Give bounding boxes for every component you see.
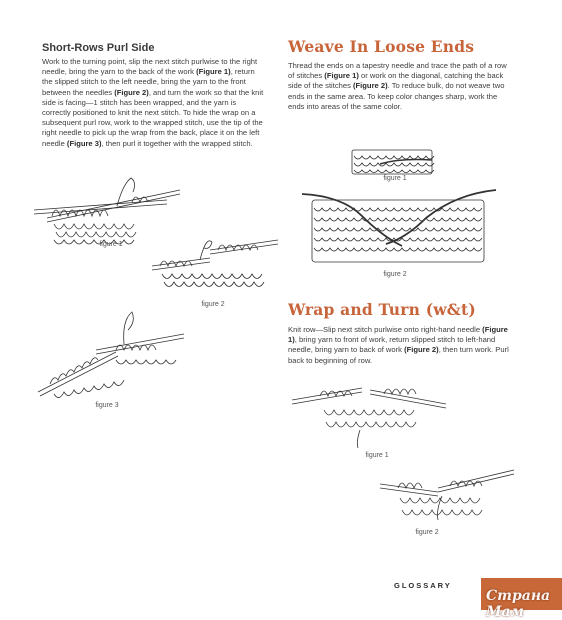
- paragraph-text: , then purl it together with the wrapped stitch.: [101, 138, 253, 148]
- paragraph-text: , then turn work. Purl back to beginning of row.: [288, 345, 509, 365]
- short-rows-figure-2-caption: figure 2: [201, 301, 225, 308]
- figure-reference: (Figure 1): [288, 325, 508, 345]
- wrap-figure-1-illustration: [290, 380, 450, 452]
- figure-reference: (Figure 2): [404, 345, 439, 355]
- short-rows-figure-1-caption: figure 1: [99, 241, 123, 248]
- wrap-figure-2-caption: figure 2: [415, 529, 439, 536]
- short-rows-figure-3-caption: figure 3: [95, 402, 119, 409]
- wrap-figure-1-caption: figure 1: [365, 452, 389, 459]
- paragraph-text: . To reduce bulk, do not weave two ends in the same area. To keep color changes sharp, work the ends into areas of the same color.: [288, 81, 505, 111]
- figure-reference: (Figure 1): [324, 71, 359, 81]
- paragraph-text: , and turn the work so that the knit side is facing—1 stitch has been wrapped, and the yarn is correctly positioned to knit the next stitch. To hide the wrap on a subsequent purl row, work to the wrapped stitch, use the tip of the right needle to pick up the wrap from the back, place it on the left needle: [42, 87, 264, 148]
- weave-figure-2-illustration: [300, 184, 500, 268]
- paragraph-text: Thread the ends on a tapestry needle and trace the path of a row of stitches: [288, 61, 507, 81]
- short-rows-paragraph: [42, 57, 264, 149]
- glossary-section-label: GLOSSARY: [394, 581, 452, 590]
- paragraph-text: Knit row—Slip next stitch purlwise onto right-hand needle: [288, 325, 483, 334]
- paragraph-text: , bring yarn to front of work, return slipped stitch to left-hand needle, bring yarn to back of work: [288, 335, 496, 355]
- section-heading-weave: Weave In Loose Ends: [288, 37, 475, 56]
- paragraph-text: or work on the diagonal, catching the back side of the stitches: [288, 71, 504, 91]
- figure-reference: (Figure 2): [114, 87, 149, 97]
- section-heading-wrap-and-turn: Wrap and Turn (w&t): [288, 300, 476, 319]
- weave-figure-2-caption: figure 2: [383, 271, 407, 278]
- figure-reference: (Figure 1): [196, 67, 231, 77]
- figure-reference: (Figure 2): [353, 81, 388, 91]
- watermark-logo: Страна Мам: [486, 588, 551, 620]
- wrap-and-turn-paragraph: [288, 325, 514, 366]
- weave-figure-1-caption: figure 1: [383, 175, 407, 182]
- wrap-figure-2-illustration: [378, 466, 518, 530]
- short-rows-figure-3-illustration: [36, 310, 186, 402]
- weave-paragraph: [288, 61, 514, 112]
- short-rows-figure-2-illustration: [150, 236, 280, 302]
- weave-figure-1-illustration: [350, 148, 440, 178]
- figure-reference: (Figure 3): [66, 138, 102, 148]
- paragraph-text: , return the slipped stitch to the left needle, bring the yarn to the front between the needles: [42, 67, 255, 97]
- paragraph-text: Work to the turning point, slip the next stitch purlwise to the right needle, bring the yarn to the back of the work: [42, 57, 258, 77]
- section-heading-short-rows: Short-Rows Purl Side: [42, 42, 155, 54]
